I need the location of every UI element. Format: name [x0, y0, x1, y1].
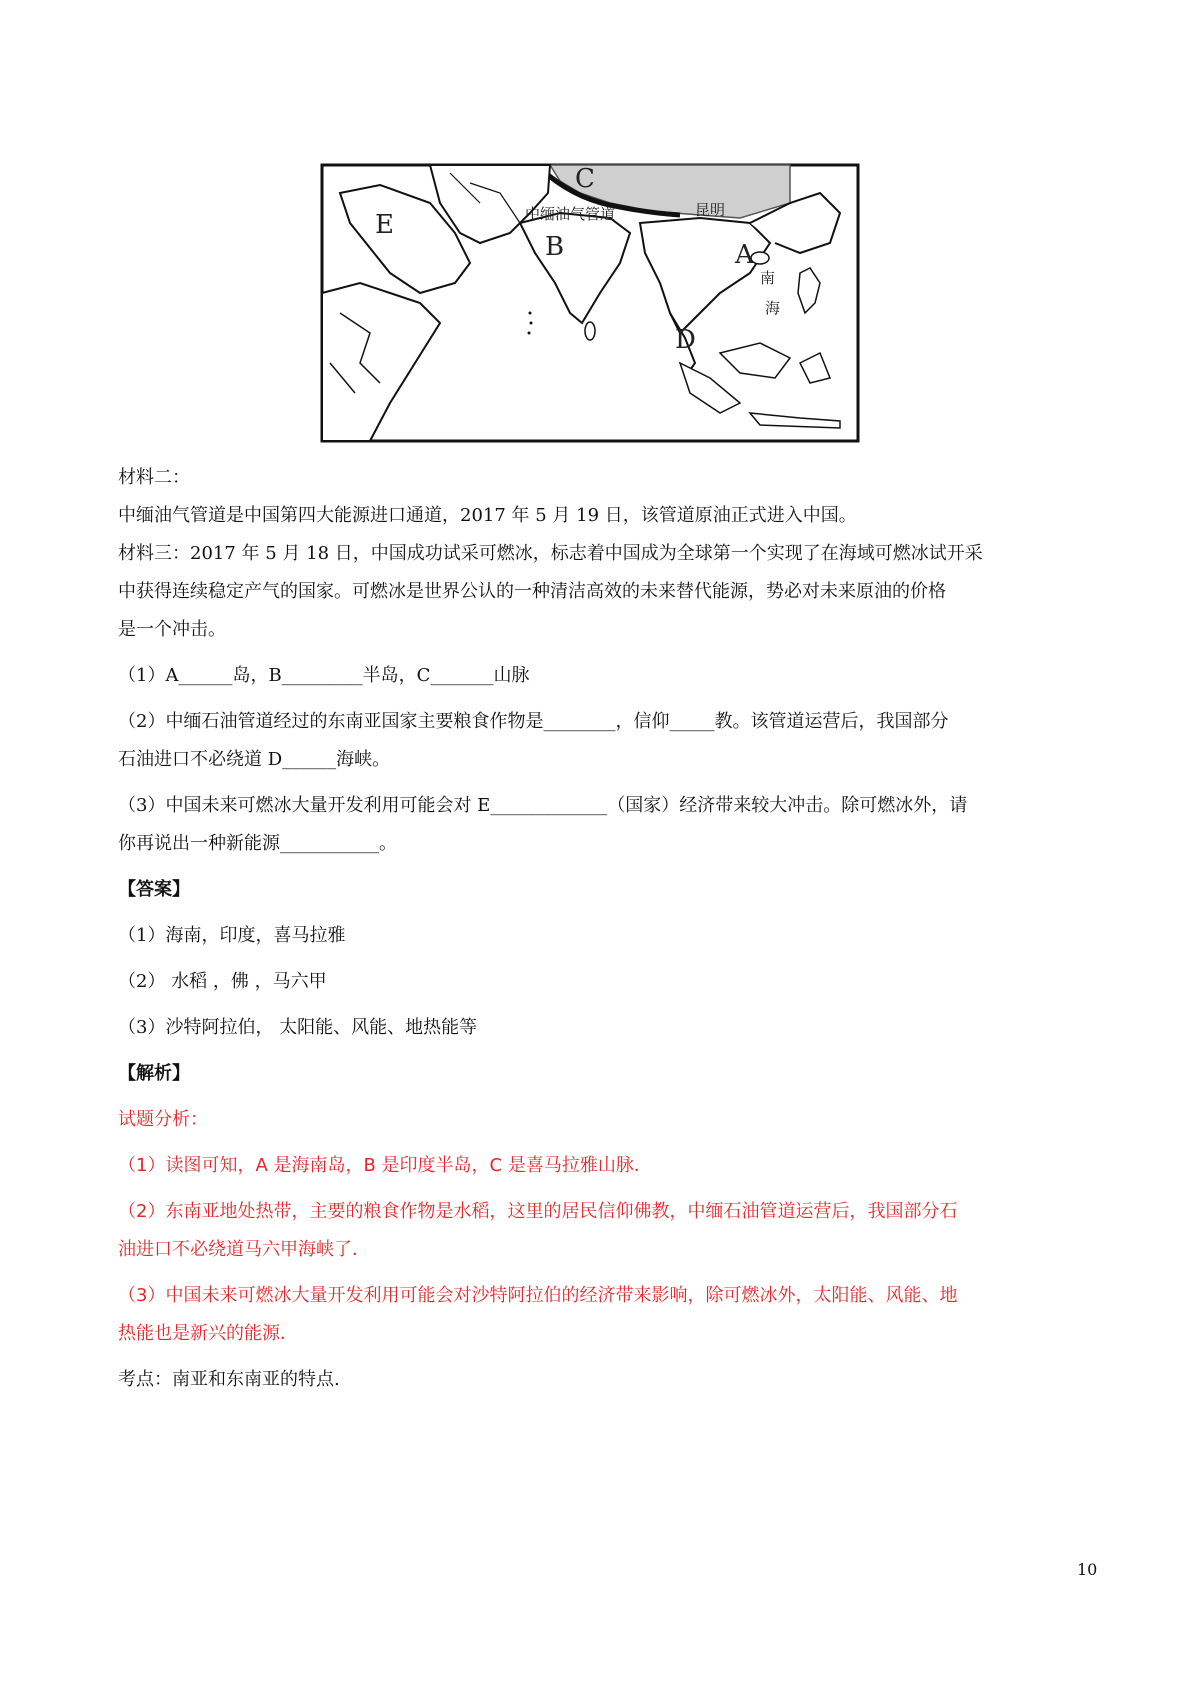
map-kunming-label: 昆明	[695, 201, 726, 219]
question-3-line1: （3）中国未来可燃冰大量开发利用可能会对 E_____________（国家）经济带来较大冲击。除可燃冰外，请	[118, 795, 968, 816]
map-label-d: D	[675, 325, 696, 355]
map-hai-label: 海	[765, 299, 781, 317]
analysis-2-line1: （2）东南亚地处热带，主要的粮食作物是水稻，这里的居民信仰佛教，中缅石油管道运营后，我国部分石	[118, 1201, 958, 1222]
map-nan-label: 南	[760, 269, 776, 287]
document-content	[118, 466, 1098, 1392]
material3-line1: 材料三：2017 年 5 月 18 日，中国成功试采可燃冰，标志着中国成为全球第一个实现了在海域可燃冰试开采	[118, 543, 983, 564]
kaodian: 考点：南亚和东南亚的特点.	[118, 1369, 340, 1390]
page-number: 10	[1077, 1560, 1098, 1579]
map-label-e: E	[375, 210, 394, 240]
analysis-title: 试题分析：	[118, 1109, 208, 1130]
analysis-2-line2: 油进口不必绕道马六甲海峡了．	[118, 1239, 370, 1260]
material2-text: 中缅油气管道是中国第四大能源进口通道，2017 年 5 月 19 日，该管道原油正式进入中国。	[118, 505, 857, 526]
south-asia-map	[320, 163, 860, 443]
question-2-line2: 石油进口不必绕道 D______海峡。	[118, 749, 391, 770]
analysis-1: （1）读图可知，A 是海南岛，B 是印度半岛，C 是喜马拉雅山脉．	[118, 1155, 652, 1176]
map-svg	[320, 163, 860, 443]
question-2-line1: （2）中缅石油管道经过的东南亚国家主要粮食作物是________，信仰_____教。该管道运营后，我国部分	[118, 711, 949, 732]
analysis-3-line2: 热能也是新兴的能源．	[118, 1323, 298, 1344]
map-label-b: B	[545, 232, 565, 262]
analysis-3-line1: （3）中国未来可燃冰大量开发利用可能会对沙特阿拉伯的经济带来影响，除可燃冰外，太阳能、风能、地	[118, 1285, 958, 1306]
sri-lanka	[585, 322, 595, 340]
map-label-a: A	[735, 240, 754, 270]
answer-2: （2） 水稻 ，佛 ，马六甲	[118, 971, 327, 992]
material2-title: 材料二：	[118, 467, 190, 488]
material3-line3: 是一个冲击。	[118, 619, 226, 640]
map-label-c: C	[575, 164, 595, 194]
question-3-line2: 你再说出一种新能源___________。	[118, 833, 397, 854]
map-pipeline-label: 中缅油气管道	[525, 205, 616, 223]
material3-line2: 中获得连续稳定产气的国家。可燃冰是世界公认的一种清洁高效的未来替代能源，势必对未来原油的价格	[118, 581, 946, 602]
answer-3: （3）沙特阿拉伯， 太阳能、风能、地热能等	[118, 1017, 478, 1038]
answer-header: 【答案】	[118, 879, 190, 900]
question-1: （1）A______岛，B_________半岛，C_______山脉	[118, 665, 530, 686]
answer-1: （1）海南，印度，喜马拉雅	[118, 925, 346, 946]
analysis-header: 【解析】	[118, 1063, 190, 1084]
